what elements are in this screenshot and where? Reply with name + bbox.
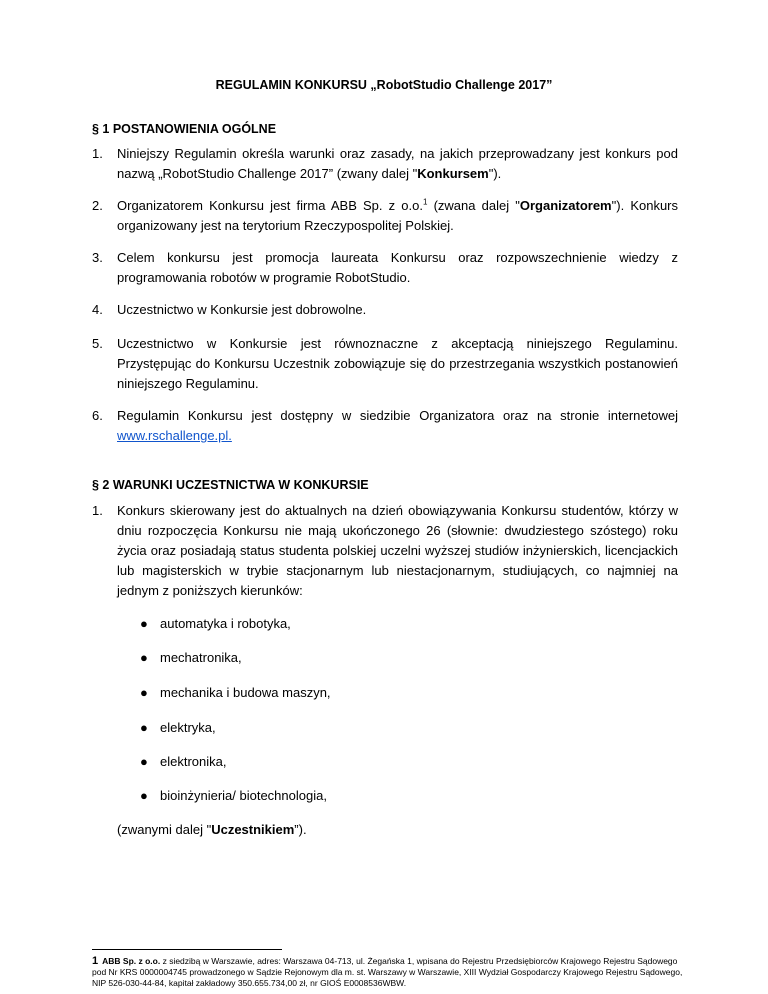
section-1-item-6: 6. Regulamin Konkursu jest dostępny w siedzibie Organizatora oraz na stronie internetowej www.rschallenge.pl.	[92, 408, 678, 443]
section-2-item-1: 1. Konkurs skierowany jest do aktualnych na dzień obowiązywania Konkursu studentów, którzy w dniu rozpoczęcia Konkursu nie mają ukończonego 26 (słownie: dwudziestego szóstego) roku życia oraz posiadają status studenta polskiej uczelni wyższej studiów inżynierskich, licencjackich lub magisterskich w trybie stacjonarnym lub niestacjonarnym, studiujących, co najmniej na jednym z poniższych kierunków:	[92, 503, 678, 598]
list-item: ● elektronika,	[160, 752, 226, 772]
item-number: 2.	[92, 198, 103, 213]
footnote-ref[interactable]: 1	[423, 197, 428, 207]
footnote: 1 ABB Sp. z o.o. z siedzibą w Warszawie, adres: Warszawa 04-713, ul. Żegańska 1, wpisana do Rejestru Przedsiębiorców Krajowego Rejestru Sądowego pod Nr KRS 0000004745 prowadzonego w Sądzie Rejonowym dla m. st. Warszawy w Warszawie, XIII Wydział Gospodarczy Krajowego Rejestru Sądowego, NIP 526-030-44-84, kapitał zakładowy 350.655.734,00 zł, nr GIOŚ E0008536WBW.	[92, 955, 683, 988]
section-1-item-3: 3. Celem konkursu jest promocja laureata Konkursu oraz rozpowszechnienie wiedzy z programowania robotów w programie RobotStudio.	[92, 250, 678, 285]
section-2-heading: § 2 WARUNKI UCZESTNICTWA W KONKURSIE	[92, 478, 369, 492]
website-link[interactable]: www.rschallenge.pl.	[117, 428, 232, 443]
section-1-item-1: 1. Niniejszy Regulamin określa warunki oraz zasady, na jakich przeprowadzany jest konkurs pod nazwą „RobotStudio Challenge 2017” (zwany dalej "Konkursem").	[92, 146, 678, 181]
document-title: REGULAMIN KONKURSU „RobotStudio Challenge 2017”	[215, 78, 553, 92]
section-1-heading: § 1 POSTANOWIENIA OGÓLNE	[92, 122, 277, 136]
footnote-marker: 1	[92, 955, 99, 967]
section-1-item-5: 5. Uczestnictwo w Konkursie jest równoznaczne z akceptacją niniejszego Regulaminu. Przystępując do Konkursu Uczestnik zobowiązuje się do przestrzegania wszystkich postanowień niniejszego Regulaminu.	[92, 336, 678, 391]
list-item: ● elektryka,	[160, 718, 216, 738]
item-number: 1.	[92, 503, 103, 518]
section-1-item-4: 4. Uczestnictwo w Konkursie jest dobrowolne.	[92, 300, 678, 320]
bullet-icon: ●	[140, 720, 148, 735]
item-number: 5.	[92, 336, 103, 351]
list-item: ● bioinżynieria/ biotechnologia,	[160, 786, 327, 806]
item-number: 1.	[92, 146, 103, 161]
list-item: ● mechanika i budowa maszyn,	[160, 683, 331, 703]
item-number: 3.	[92, 250, 103, 265]
bullet-icon: ●	[140, 788, 148, 803]
list-item: ● mechatronika,	[160, 648, 242, 668]
bullet-icon: ●	[140, 754, 148, 769]
footnote-divider	[92, 949, 282, 950]
item-number: 6.	[92, 408, 103, 423]
bullet-icon: ●	[140, 685, 148, 700]
item-number: 4.	[92, 302, 103, 317]
bullet-icon: ●	[140, 616, 148, 631]
list-item: ● automatyka i robotyka,	[160, 614, 291, 634]
section-1-item-2: 2. Organizatorem Konkursu jest firma ABB Sp. z o.o.$^1$ (zwana dalej "Organizatorem"). Konkurs organizowany jest na terytorium Rzeczypospolitej Polskiej.	[92, 197, 679, 233]
bullet-icon: ●	[140, 650, 148, 665]
participant-definition: (zwanymi dalej "Uczestnikiem”).	[117, 822, 307, 837]
